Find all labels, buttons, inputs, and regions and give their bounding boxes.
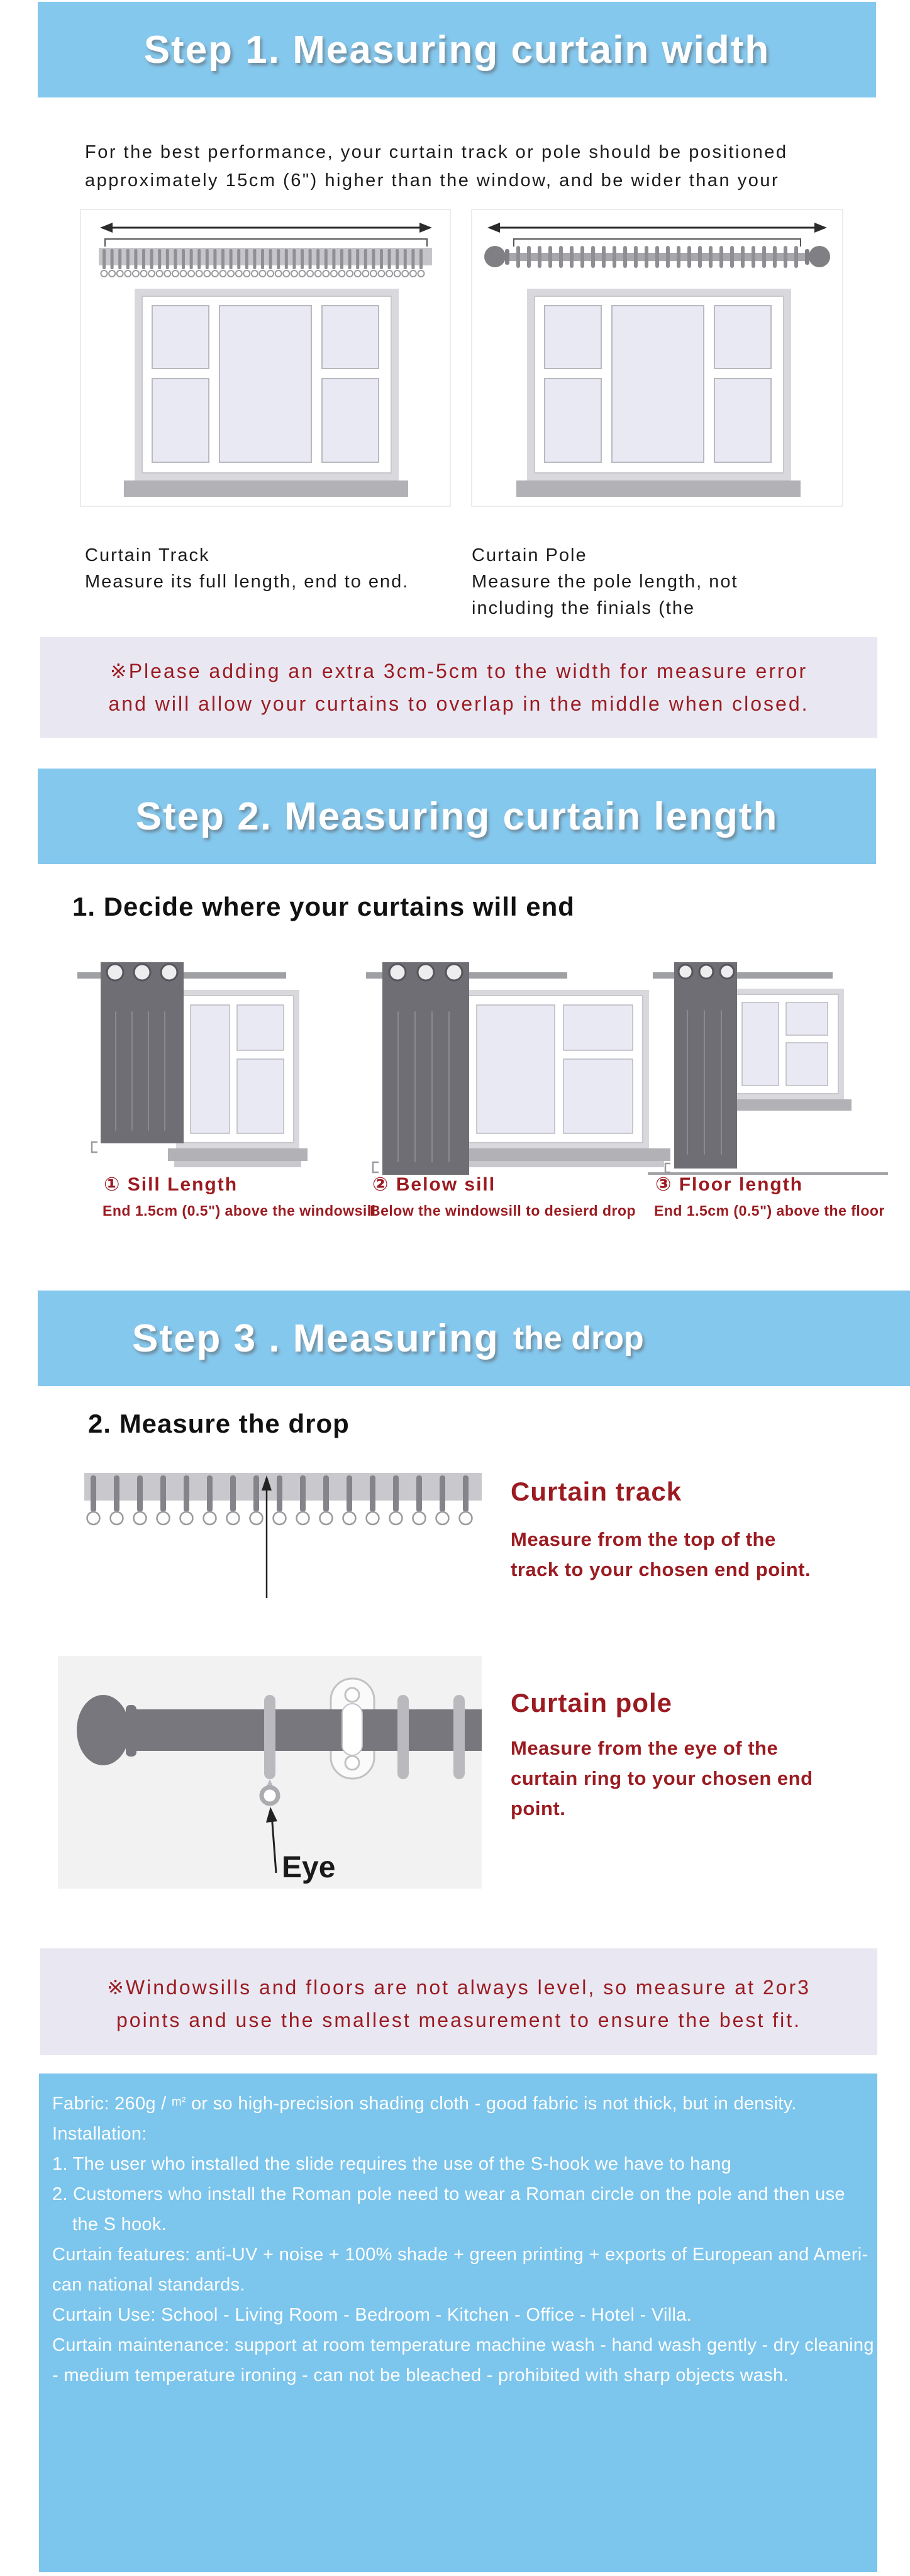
step1-intro-line2: approximately 15cm (6") higher than the window, and be wider than your [85,170,780,191]
sill-length-illustration [72,961,311,1181]
window-illustration [124,289,408,497]
below-sill-desc: Below the windowsill to desierd drop [370,1202,636,1219]
width-note-line1: ※Please adding an extra 3cm-5cm to the width for measure error [109,660,808,682]
width-arrow-icon [100,223,432,233]
product-info-panel [39,2074,877,2572]
measure-mark [373,1162,379,1172]
curtain-track-caption [85,542,409,595]
pole-eye-diagram [58,1656,482,1889]
curtain-pole-caption-line1: Measure the pole length, not [472,572,738,592]
ring-eye [262,1787,278,1804]
step2-banner [38,769,876,864]
curtain-track-diagram [80,209,451,507]
info-line: - medium temperature ironing - can not be bleached - prohibited with sharp objects wash. [52,2365,789,2385]
info-line: Curtain Use: School - Living Room - Bedroom - Kitchen - Office - Hotel - Villa. [52,2305,692,2325]
left-finial [484,246,506,267]
curtain-illustration [101,962,184,1143]
window-illustration [721,989,852,1111]
curtain-illustration [382,962,469,1175]
window-illustration [450,990,670,1167]
step1-intro-line1: For the best performance, your curtain track or pole should be positioned [85,142,788,162]
step3-banner-title: Step 3 . Measuring [132,1316,499,1360]
step1-banner-title: Step 1. Measuring curtain width [143,28,770,72]
pole-instruction-line1: Measure from the eye of the [511,1737,779,1759]
track-gliders [103,249,423,269]
level-measure-note [40,1948,877,2055]
measure-mark [665,1163,670,1172]
curtain-track-window-illustration [81,210,450,506]
info-line: the S hook. [72,2214,167,2235]
step1-intro-text [85,138,877,195]
info-line: Installation: [52,2124,147,2144]
curtain-track-caption-body: Measure its full length, end to end. [85,572,409,592]
windowsill [124,480,408,497]
curtain-track-title: Curtain track [511,1477,682,1506]
floor-length-desc: End 1.5cm (0.5") above the floor [654,1202,885,1219]
window-illustration [168,990,308,1167]
curtain-pole-caption-line2: including the finials (the [472,598,696,618]
square-meter-unit: m² [171,2096,186,2109]
below-sill-illustration [358,961,685,1181]
width-measure-note [40,637,877,738]
windowsill [168,1148,308,1161]
width-note-line2: and will allow your curtains to overlap in the middle when closed. [108,692,809,715]
eye-label: Eye [282,1851,336,1884]
pole-eye-illustration [58,1656,482,1889]
windowsill [516,480,801,497]
measure-bracket [105,239,427,247]
fabric-info-line: Fabric: 260g / $^{m^2}$ or so high-precision shading cloth - good fabric is not thick, but in density. [52,2094,797,2114]
step1-banner [38,2,876,97]
track-hooks [101,270,424,277]
step3-banner-subtitle: the drop [513,1320,644,1357]
below-sill-label: ② Below sill [372,1174,496,1195]
curtain-track-instructions [511,1524,811,1585]
track-instruction-line1: Measure from the top of the [511,1528,776,1550]
info-line: 2. Customers who install the Roman pole need to wear a Roman circle on the pole and then use [52,2184,845,2204]
pole-strip [77,1695,482,1765]
curtain-pole-title: Curtain pole [511,1688,673,1718]
window-illustration [516,289,801,497]
track-instruction-line2: track to your chosen end point. [511,1558,811,1580]
info-line: Curtain features: anti-UV + noise + 100% shade + green printing + exports of European and Ameri- [52,2245,868,2265]
info-line: can national standards. [52,2275,245,2295]
pole-instruction-line3: point. [511,1797,566,1819]
curtain-pole-caption-title: Curtain Pole [472,545,587,565]
step2-banner-title: Step 2. Measuring curtain length [135,794,779,838]
bracket-front-arm [342,1704,362,1755]
track-strip [84,1473,482,1501]
eye-arrow-icon [266,1807,277,1873]
sill-length-label: ① Sill Length [104,1174,238,1195]
right-finial [809,246,830,267]
level-note-line2: points and use the smallest measurement to ensure the best fit. [116,2009,802,2031]
step3-heading: 2. Measure the drop [88,1409,350,1438]
measure-mark [92,1142,97,1152]
track-hooks [87,1512,472,1524]
pole-instruction-line2: curtain ring to your chosen end [511,1767,813,1789]
measure-bracket [514,239,801,247]
curtain-track-caption-title: Curtain Track [85,545,210,565]
curtain-pole-window-illustration [472,210,842,506]
info-line: 1. The user who installed the slide requires the use of the S-hook we have to hang [52,2154,731,2174]
step2-heading: 1. Decide where your curtains will end [72,892,575,921]
curtain-pole-diagram [471,209,843,507]
track-drop-illustration [84,1469,482,1604]
width-arrow-icon [487,223,827,233]
curtain-illustration [674,962,737,1169]
windowsill [721,1099,852,1111]
step3-banner [38,1291,910,1386]
curtain-pole-instructions [511,1733,813,1824]
pole-strip [484,246,830,268]
info-line: Curtain maintenance: support at room temperature machine wash - hand wash gently - dry cleaning [52,2335,874,2355]
floor-length-label: ③ Floor length [655,1174,804,1195]
windowsill [450,1148,670,1161]
sill-length-desc: End 1.5cm (0.5") above the windowsill [103,1202,376,1219]
level-note-line1: ※Windowsills and floors are not always level, so measure at 2or3 [107,1976,811,1999]
curtain-pole-caption [472,542,738,621]
floor-length-illustration [641,961,893,1181]
